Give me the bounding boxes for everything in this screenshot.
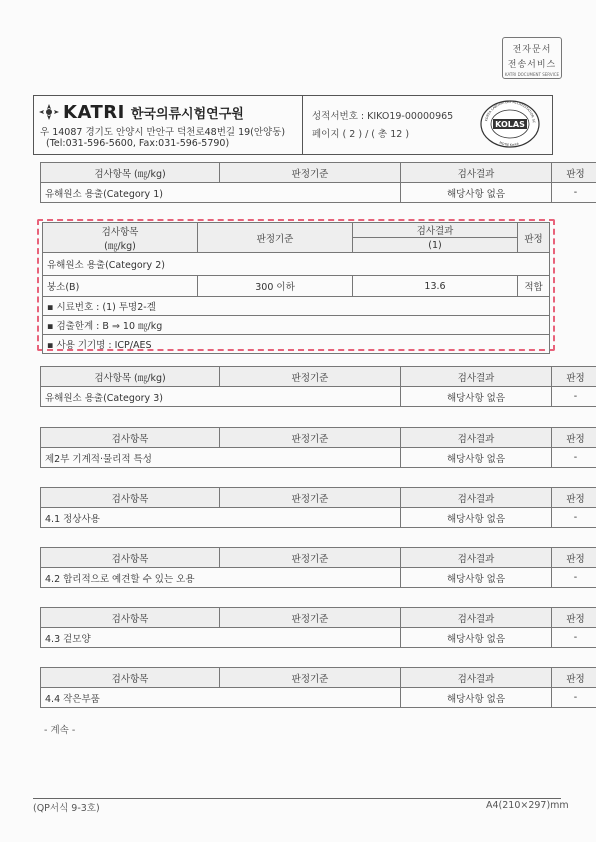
- header-criteria: 판정기준: [220, 548, 401, 568]
- table-group-row: [43, 253, 550, 276]
- header-result: 검사결과: [401, 163, 552, 183]
- table-row: [41, 448, 596, 468]
- badge-sub-text: MOTIE Korea: [498, 140, 520, 148]
- stamp-line3: KATRI DOCUMENT SERVICE: [504, 72, 560, 77]
- header-sample-number: (1): [353, 238, 518, 253]
- table-row: [41, 183, 596, 203]
- test-judgement: -: [552, 568, 596, 588]
- test-judgement: -: [552, 387, 596, 407]
- footer-divider: [33, 798, 561, 799]
- header-test-item: 검사항목: [41, 428, 220, 448]
- header-test-item: 검사항목 (㎎/kg): [41, 163, 220, 183]
- test-judgement: -: [552, 448, 596, 468]
- header-criteria: 판정기준: [220, 367, 401, 387]
- test-judgement: -: [552, 183, 596, 203]
- org-info: [34, 96, 303, 154]
- header-result: 검사결과: [353, 223, 518, 238]
- page-indicator: 페이지 ( 2 ) / ( 총 12 ): [312, 129, 410, 140]
- header-result: 검사결과: [401, 668, 552, 688]
- logo-row: [38, 102, 244, 122]
- table-row: [41, 568, 596, 588]
- note-row: [43, 297, 550, 316]
- table-row: [41, 508, 596, 528]
- paper-size: A4(210×297)mm: [486, 800, 569, 811]
- table-header-row: [41, 488, 596, 508]
- test-item-name: 제2부 기계적·물리적 특성: [41, 448, 401, 468]
- header-criteria: 판정기준: [220, 608, 401, 628]
- stamp-line1: 전자문서: [512, 45, 552, 55]
- header-test-item-label: 검사항목: [101, 226, 139, 238]
- header-test-item: [43, 223, 198, 253]
- stamp-line2: 전송서비스: [507, 60, 557, 70]
- table-header-row: [41, 608, 596, 628]
- org-name: 한국의류시험연구원: [130, 106, 244, 122]
- header-judgement: 판정: [552, 608, 596, 628]
- test-result: 해당사항 없음: [401, 568, 552, 588]
- note-detection-limit: ▪ 검출한계 : B ⇒ 10 ㎎/kg: [43, 316, 550, 335]
- header-result: 검사결과: [401, 428, 552, 448]
- test-judgement: -: [552, 628, 596, 648]
- header-judgement: 판정: [552, 668, 596, 688]
- test-table-4-1: [40, 487, 596, 528]
- test-result: 해당사항 없음: [401, 508, 552, 528]
- report-header: [33, 95, 553, 155]
- brand-name: KATRI: [63, 101, 125, 123]
- test-result: 해당사항 없음: [401, 628, 552, 648]
- header-result: 검사결과: [401, 488, 552, 508]
- note-row: [43, 316, 550, 335]
- report-number: 성적서번호 : KIKO19-00000965: [312, 111, 454, 122]
- header-test-item-unit: (㎎/kg): [104, 240, 136, 252]
- header-judgement: 판정: [518, 223, 550, 253]
- header-criteria: 판정기준: [220, 163, 401, 183]
- test-item-name: 4.2 합리적으로 예견할 수 있는 오용: [41, 568, 401, 588]
- header-result: 검사결과: [401, 548, 552, 568]
- table-header-row: [41, 163, 596, 183]
- header-criteria: 판정기준: [220, 668, 401, 688]
- header-criteria: 판정기준: [198, 223, 353, 253]
- note-sample-number: ▪ 시료번호 : (1) 투명2-겔: [43, 297, 550, 316]
- test-item-name: 4.1 정상사용: [41, 508, 401, 528]
- org-contact: (Tel:031-596-5600, Fax:031-596-5790): [46, 138, 230, 149]
- header-result: 검사결과: [401, 608, 552, 628]
- test-table-part-2: [40, 427, 596, 468]
- header-result: 검사결과: [401, 367, 552, 387]
- test-table-4-2: [40, 547, 596, 588]
- header-judgement: 판정: [552, 367, 596, 387]
- header-test-item: 검사항목: [41, 548, 220, 568]
- header-judgement: 판정: [552, 548, 596, 568]
- kolas-badge-icon: [479, 99, 541, 149]
- test-result: 13.6: [353, 276, 518, 297]
- badge-name: KOLAS: [495, 120, 525, 129]
- test-result: 해당사항 없음: [401, 183, 552, 203]
- form-number: (QP서식 9-3호): [33, 803, 100, 814]
- test-judgement: -: [552, 688, 596, 708]
- test-table-category-2: [42, 222, 550, 354]
- test-table-4-3: [40, 607, 596, 648]
- header-judgement: 판정: [552, 428, 596, 448]
- header-test-item: 검사항목: [41, 488, 220, 508]
- report-meta: [312, 108, 453, 144]
- header-test-item: 검사항목: [41, 608, 220, 628]
- test-item-name: 유해원소 용출(Category 3): [41, 387, 401, 407]
- continued-marker: - 계속 -: [44, 725, 76, 736]
- table-header-row: [41, 367, 596, 387]
- note-instrument: ▪ 사용 기기명 : ICP/AES: [43, 335, 550, 354]
- table-header-row: [41, 428, 596, 448]
- test-result: 해당사항 없음: [401, 688, 552, 708]
- badge-ring-text: KOREA LABORATORY ACCREDITATION SC: [484, 99, 536, 124]
- table-header-row: [41, 668, 596, 688]
- table-header-row: [41, 548, 596, 568]
- header-criteria: 판정기준: [220, 428, 401, 448]
- test-table-category-1: [40, 162, 596, 203]
- test-item-name: 4.3 겉모양: [41, 628, 401, 648]
- org-address: 우 14087 경기도 안양시 만안구 덕천로48번길 19(안양동): [40, 127, 286, 138]
- table-row: [43, 276, 550, 297]
- table-row: [41, 688, 596, 708]
- test-table-4-4: [40, 667, 596, 708]
- header-test-item: 검사항목 (㎎/kg): [41, 367, 220, 387]
- header-judgement: 판정: [552, 163, 596, 183]
- test-item-name: 유해원소 용출(Category 1): [41, 183, 401, 203]
- test-table-category-3: [40, 366, 596, 407]
- test-judgement: 적합: [518, 276, 550, 297]
- test-criteria: 300 이하: [198, 276, 353, 297]
- header-test-item: 검사항목: [41, 668, 220, 688]
- test-item-name: 붕소(B): [43, 276, 198, 297]
- note-row: [43, 335, 550, 354]
- table-header-row: [43, 223, 550, 238]
- header-judgement: 판정: [552, 488, 596, 508]
- e-document-stamp: [502, 37, 562, 79]
- table-row: [41, 628, 596, 648]
- test-result: 해당사항 없음: [401, 448, 552, 468]
- test-item-name: 4.4 작은부품: [41, 688, 401, 708]
- test-judgement: -: [552, 508, 596, 528]
- table-row: [41, 387, 596, 407]
- header-criteria: 판정기준: [220, 488, 401, 508]
- katri-logo-icon: [38, 103, 60, 121]
- test-result: 해당사항 없음: [401, 387, 552, 407]
- test-group-name: 유해원소 용출(Category 2): [43, 253, 550, 276]
